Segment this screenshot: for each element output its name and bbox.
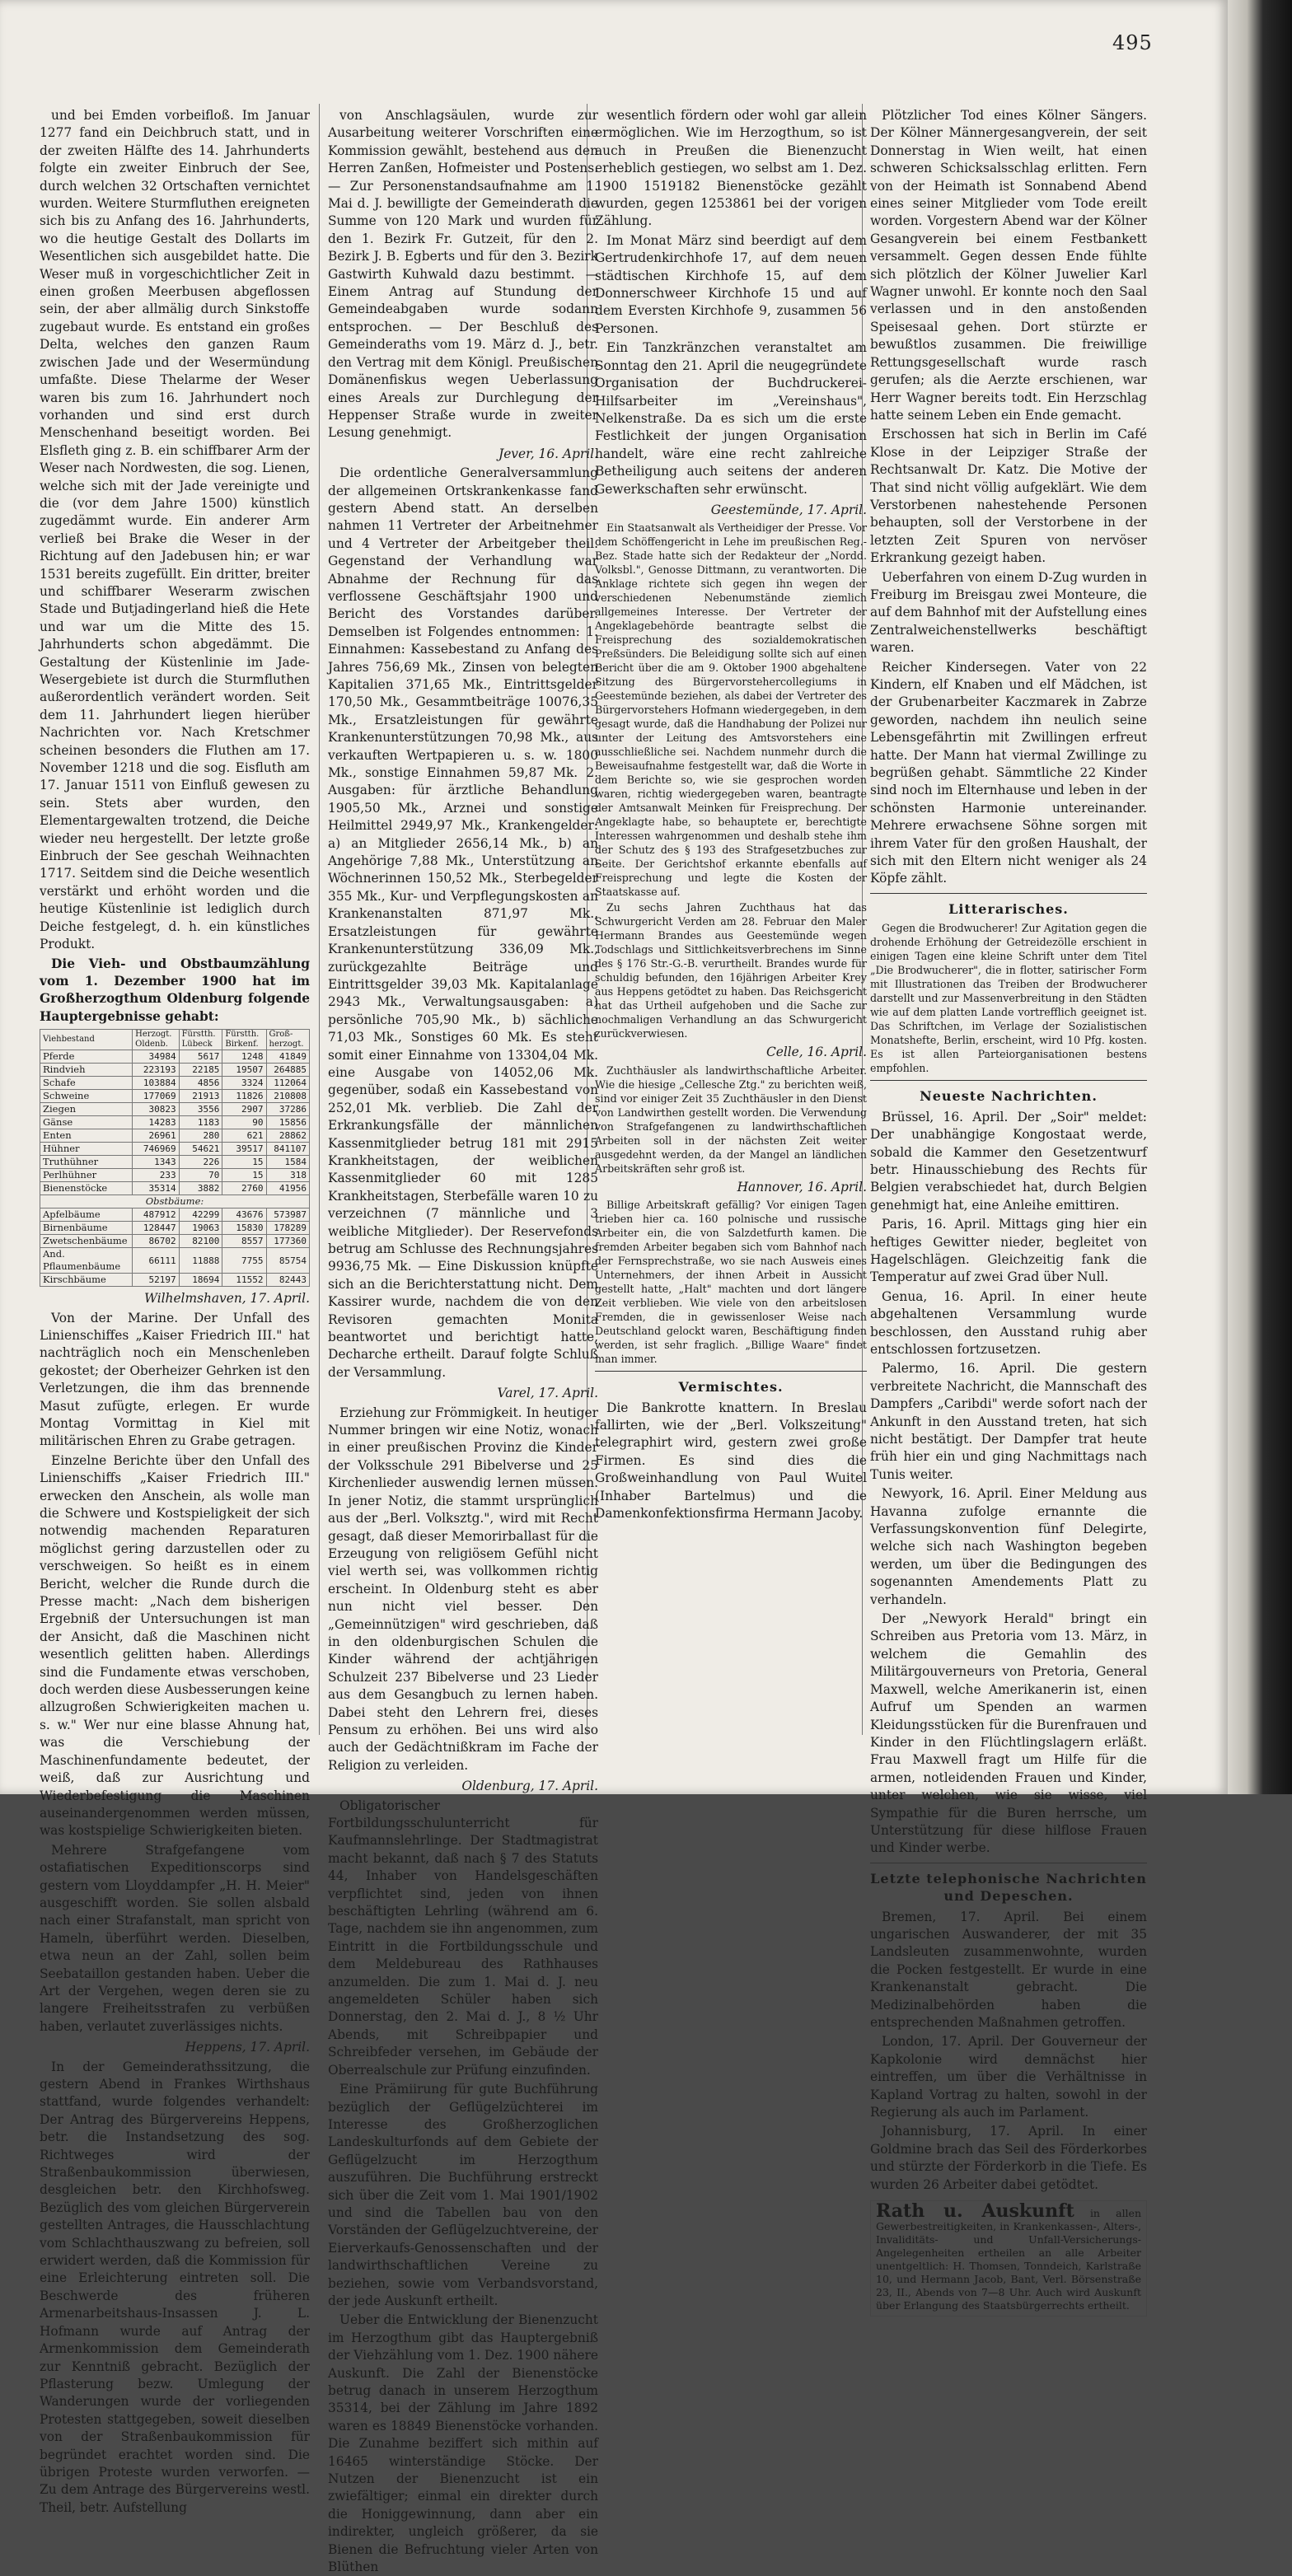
article-text: Ein Staatsanwalt als Vertheidiger der Presse. Vor dem Schöffengericht in Lehe im preußischen Reg.-Bez. Stade hatte sich der Redakteur der „Nordd. Volksbl.", Genosse Dittmann, zu verantworten. Die Anklage richtete sich gegen ihn wegen der verschiedenen Nebenumstände ziemlich allgemeines Interesse. Der Vertreter der Angeklagebehörde beantragte selbst die Freisprechung des sozialdemokratischen Preßsünders. Die Beleidigung sollte sich auf einen Bericht über die am 9. Oktober 1900 abgehaltene Sitzung des Bürgervorstehercollegiums in Geestemünde beziehen, als dabei der Vertreter des Bürgervorstehers Hofmann wiedergegeben, in dem gesagt wurde, daß die Handhabung der Polizei nur unter der Leitung des Amtsvorstehers eine ausschließliche sei. Nachdem nunmehr durch die Beweisaufnahme festgestellt war, daß die Worte in dem Berichte so, wie sie gesprochen worden waren, richtig wiedergegeben waren, beantragte der Amtsanwalt Meinken für Freisprechung. Der Angeklagte habe, so behauptete er, berechtigte Interessen wahrgenommen und deshalb stehe ihm der Schutz des § 193 des Strafgesetzbuches zur Seite. Der Gerichtshof erkannte ebenfalls auf Freisprechung und legte die Kosten der Staatskasse auf. bbox=[595, 521, 867, 899]
table-cell: 15 bbox=[222, 1156, 266, 1169]
table-cell: Apfelbäume bbox=[40, 1209, 133, 1222]
article-text: Zuchthäusler als landwirthschaftliche Arbeiter. Wie die hiesige „Cellesche Ztg." zu berichten weiß, sind vor einiger Zeit 35 Zuchthäusler in den Dienst von Landwirthen gestellt worden. Die Verwendung von Strafgefangenen zu landwirthschaftlichen Arbeiten soll in der nächsten Zeit weiter ausgedehnt werden, da der Mangel an ländlichen Arbeitskräften sehr groß ist. bbox=[595, 1064, 867, 1175]
article-text: Erschossen hat sich in Berlin im Café Klose in der Leipziger Straße der Rechtsanwalt Dr. Katz. Die Motive der That sind nicht völlig aufgeklärt. Wie dem Verstorbenen nahestehende Personen behaupten, soll der Verstorbene in der letzten Zeit Spuren von nervöser Erkrankung gezeigt haben. bbox=[870, 427, 1147, 566]
table-cell: 7755 bbox=[222, 1248, 266, 1274]
article-text: Reicher Kindersegen. Vater von 22 Kindern, elf Knaben und elf Mädchen, ist der Grubenarbeiter Kaczmarek in Zabrze geworden, nachdem ihn neulich seine Lebensgefährtin mit Zwillingen erfreut hatte. Der Mann hat viermal Zwillinge zu begrüßen gehabt. Sämmtliche 22 Kinder sind noch im Elternhause und leben in der schönsten Harmonie untereinander. Mehrere erwachsene Söhne sorgen mit ihrem Vater für den großen Haushalt, der sich mit den Eltern nicht weniger als 24 Köpfe zählt. bbox=[870, 659, 1147, 886]
table-cell: 487912 bbox=[133, 1209, 179, 1222]
column-3 bbox=[595, 107, 867, 1738]
article-text: Billige Arbeitskraft gefällig? Vor einigen Tagen trieben hier ca. 160 polnische und russische Arbeiter ein, die von Salzdetfurth kamen. Die fremden Arbeiter begaben sich vom Bahnhof nach der Fernsprechstraße, wo sie nach Ausweis eines Unternehmers, der ihnen Arbeit in Aussicht gestellt hatte, „Halt" machten und dort längere Zeit verblieben. Wie viele von den arbeitslosen Fremden, die in gewissenloser Weise nach Deutschland gelockt waren, Beschäftigung finden werden, ist sehr fraglich. „Billige Waare" findet man immer. bbox=[595, 1199, 867, 1366]
table-cell: 103884 bbox=[133, 1077, 179, 1090]
table-header-cell: Viehbestand bbox=[40, 1030, 133, 1050]
table-cell: 82443 bbox=[266, 1274, 310, 1287]
table-cell: 37286 bbox=[266, 1103, 310, 1116]
book-binding-edge bbox=[1228, 0, 1292, 1794]
dateline: Wilhelmshaven, 17. April. bbox=[144, 1291, 310, 1307]
article-text: Plötzlicher Tod eines Kölner Sängers. Der Kölner Männergesangverein, der seit Donnerstag in Wien weilt, hat einen schweren Schicksalsschlag erlitten. Fern von der Heimath ist Sonnabend Abend eines seiner Mitglieder vom Tode ereilt worden. Vorgestern Abend war der Kölner Gesangverein bei einem Festbankett versammelt. Gegen dessen Ende fühlte sich plötzlich der Kölner Juwelier Karl Wagner unwohl. Er konnte noch den Saal verlassen und in den anstoßenden Speisesaal gehen. Dort stürzte er bewußtlos zusammen. Die freiwillige Rettungsgesellschaft wurde rasch gerufen; als die Aerzte erschienen, war Herr Wagner bereits todt. Ein Herzschlag hatte seinem Leben ein Ende gemacht. bbox=[870, 108, 1147, 423]
table-row bbox=[40, 1222, 310, 1235]
table-cell: 1343 bbox=[133, 1156, 179, 1169]
article-text: Obligatorischer Fortbildungsschulunterricht für Kaufmannslehrlinge. Der Stadtmagistrat macht bekannt, daß nach § 7 des Statuts 44, Inhaber von Handelsgeschäften verpflichtet sind, jeden von ihnen beschäftigten Lehrling (während am 6. Tage, nachdem sie ihn angenommen, zum Eintritt in die Fortbildungsschule und dem Meldebureau des Rathhauses anzumelden. Die zum 1. Mai d. J. neu angemeldeten Schüler haben sich Donnerstag, den 2. Mai d. J., 8 ½ Uhr Abends, mit Schreibpapier und Schreibfeder versehen, im Gebäude der Oberrealschule zur Prüfung einzufinden. bbox=[328, 1798, 598, 2078]
table-cell: 28862 bbox=[266, 1129, 310, 1143]
table-cell: 52197 bbox=[133, 1274, 179, 1287]
table-cell: 26961 bbox=[133, 1129, 179, 1143]
census-table bbox=[40, 1029, 310, 1287]
table-cell: 112064 bbox=[266, 1077, 310, 1090]
table-cell: 621 bbox=[222, 1129, 266, 1143]
table-header-cell: Groß-herzogt. bbox=[266, 1030, 310, 1050]
table-header-cell: Herzogt. Oldenb. bbox=[133, 1030, 179, 1050]
table-cell: 19063 bbox=[179, 1222, 222, 1235]
table-row bbox=[40, 1090, 310, 1103]
table-cell: 11888 bbox=[179, 1248, 222, 1274]
table-row bbox=[40, 1169, 310, 1182]
table-cell: 43676 bbox=[222, 1209, 266, 1222]
dateline: Geestemünde, 17. April. bbox=[710, 502, 867, 517]
article-text: und bei Emden vorbeifloß. Im Januar 1277 fand ein Deichbruch statt, und in der zweiten Hälfte des 14. Jahrhunderts folgte ein zweiter Einbruch der See, durch welchen 32 Ortschaften vernichtet wurden. Weitere Sturmfluthen ereigneten sich bis zu Anfang des 16. Jahrhunderts, wo die heutige Gestalt des Dollarts im Wesentlichen sich ausgebildet hatte. Die Weser muß in vorgeschichtlicher Zeit in einen großen Meerbusen abgeflossen sein, der aber allmälig durch Sinkstoffe zugebaut wurde. Es entstand ein großes Delta, welches den ganzen Raum zwischen Jade und der Wesermündung umfaßte. Diese Thelarme der Weser waren bis zum 16. Jahrhundert noch vorhanden und sind erst durch Menschenhand beseitigt worden. Bei Elsfleth ging z. B. ein schiffbarer Arm der Weser nach Nordwesten, die sog. Lienen, welche sich mit der Jade vereinigte und die (vor dem Jahre 1500) künstlich zugedämmt wurde. Ein anderer Arm verließ bei Brake die Weser in der Richtung auf den Jadebusen hin; er war 1531 bereits zugefüllt. Ein dritter, breiter und schiffbarer Weserarm zwischen Stade und Butjadingerland hieß die Hete und war um die Mitte des 15. Jahrhunderts schon abgedämmt. Die Gestaltung der Küstenlinie im Jade-Wesergebiete ist durch die Sturmfluthen außerordentlich verändert worden. Seit dem 11. Jahrhundert liegen hierüber Nachrichten vor. Nach Kretschmer scheinen besonders die Fluthen am 17. November 1218 und die sog. Eisfluth am 17. Januar 1511 von Einfluß gewesen zu sein. Stets aber wurden, den Elementargewalten trotzend, die Deiche wieder neu hergestellt. Der letzte große Einbruch der See geschah Weihnachten 1717. Seitdem sind die Deiche wesentlich verstärkt und erhöht worden und die heutige Küstenlinie ist lediglich durch Deiche festgelegt, d. h. ein künstliches Produkt. bbox=[40, 108, 310, 952]
table-cell: Hühner bbox=[40, 1143, 133, 1156]
table-cell: Birnenbäume bbox=[40, 1222, 133, 1235]
article-text: wesentlich fördern oder wohl gar allein ermöglichen. Wie im Herzogthum, so ist auch in Preußen die Bienenzucht erheblich gestiegen, wo selbst am 1. Dez. 1900 1519182 Bienenstöcke gezählt wurden, gegen 1253861 bei der vorigen Zählung. bbox=[595, 108, 867, 229]
table-row bbox=[40, 1143, 310, 1156]
table-row bbox=[40, 1182, 310, 1195]
table-cell: Ziegen bbox=[40, 1103, 133, 1116]
dateline: Varel, 17. April. bbox=[497, 1386, 598, 1401]
dateline: Celle, 16. April. bbox=[765, 1045, 867, 1060]
table-cell: Perlhühner bbox=[40, 1169, 133, 1182]
table-row bbox=[40, 1129, 310, 1143]
table-cell: Rindvieh bbox=[40, 1064, 133, 1077]
table-row bbox=[40, 1064, 310, 1077]
table-cell: 178289 bbox=[266, 1222, 310, 1235]
article-text: Im Monat März sind beerdigt auf dem Gertrudenkirchhofe 17, auf dem neuen städtischen Kirchhofe 15, auf dem Donnerschweer Kirchhofe 15 und auf dem Eversten Kirchhofe 9, zusammen 56 Personen. bbox=[595, 232, 867, 336]
table-cell: Schafe bbox=[40, 1077, 133, 1090]
table-cell: Zwetschenbäume bbox=[40, 1235, 133, 1248]
table-cell: Schweine bbox=[40, 1090, 133, 1103]
table-cell: 177360 bbox=[266, 1235, 310, 1248]
table-cell: 1183 bbox=[179, 1116, 222, 1129]
table-cell: 35314 bbox=[133, 1182, 179, 1195]
article-text: Bremen, 17. April. Bei einem ungarischen Auswanderer, der mit 35 Landsleuten zusammenwohnte, wurden die Pocken festgestellt. Er wurde in eine Krankenanstalt gebracht. Die Medizinalbehörden haben die entsprechenden Maßnahmen getroffen. bbox=[870, 1909, 1147, 2030]
column-4 bbox=[870, 107, 1147, 2312]
table-cell: 177069 bbox=[133, 1090, 179, 1103]
table-cell: 2760 bbox=[222, 1182, 266, 1195]
table-header-cell: Fürstth. Birkenf. bbox=[222, 1030, 266, 1050]
table-cell: 8557 bbox=[222, 1235, 266, 1248]
table-subheading: Obstbäume: bbox=[40, 1195, 310, 1209]
table-cell: 128447 bbox=[133, 1222, 179, 1235]
ad-title: Rath u. Auskunft bbox=[876, 2200, 1074, 2223]
page-number: 495 bbox=[1112, 31, 1153, 54]
advertisement-box bbox=[870, 2200, 1147, 2317]
table-row bbox=[40, 1209, 310, 1222]
table-cell: 746969 bbox=[133, 1143, 179, 1156]
table-row bbox=[40, 1235, 310, 1248]
table-cell: 21913 bbox=[179, 1090, 222, 1103]
table-cell: 233 bbox=[133, 1169, 179, 1182]
table-cell: Gänse bbox=[40, 1116, 133, 1129]
article-text: Die ordentliche Generalversammlung der allgemeinen Ortskrankenkasse fand gestern Abend statt. An derselben nahmen 11 Vertreter der Arbeitnehmer und 4 Vertreter der Arbeitgeber theil. Gegenstand der Verhandlung war Abnahme der Rechnung für das verflossene Geschäftsjahr 1900 und Bericht des Vorstandes darüber. Demselben ist Folgendes entnommen: 1. Einnahmen: Kassebestand zu Anfang des Jahres 756,69 Mk., Zinsen von belegten Kapitalien 371,65 Mk., Eintrittsgelder 170,50 Mk., Gesammtbeiträge 10076,35 Mk., Ersatzleistungen für gewährte Krankenunterstützungen 70,98 Mk., aus verkauften Wertpapieren u. s. w. 1800 Mk., sonstige Einnahmen 59,87 Mk. 2. Ausgaben: für ärztliche Behandlung 1905,50 Mk., Arznei und sonstige Heilmittel 2949,97 Mk., Krankengelder: a) an Mitglieder 2656,14 Mk., b) an Angehörige 7,88 Mk., Unterstützung an Wöchnerinnen 150,52 Mk., Sterbegelder 355 Mk., Kur- und Verpflegungskosten an Krankenanstalten 871,97 Mk., Ersatzleistungen für gewährte Krankenunterstützung 336,09 Mk., zurückgezahlte Beiträge und Eintrittsgelder 39,03 Mk. Kapitalanlage 2943 Mk., Verwaltungsausgaben: a) persönliche 705,90 Mk., b) sächliche 71,03 Mk., Sonstiges 60 Mk. Es steht somit einer Einnahme von 13304,04 Mk. eine Ausgabe von 14052,06 Mk. gegenüber, sodaß ein Kassebestand von 252,01 Mk. verblieb. Die Zahl der Erkrankungsfälle der männlichen Kassenmitglieder betrug 181 mit 2915 Krankheitstagen, der weiblichen Kassenmitglieder 60 mit 1285 Krankheitstagen, Sterbefälle waren 10 zu verzeichnen (7 männliche und 3 weibliche Mitglieder). Der Reservefonds betrug am Schlusse des Rechnungsjahres 9936,75 Mk. — Eine Diskussion knüpfte sich an die Berichterstattung nicht. Dem Kassirer wurde, nachdem die von den Revisoren gemachten Monita beantwortet und berichtigt hatte, Decharche ertheilt. Darauf folgte Schluß der Versammlung. bbox=[328, 465, 598, 1380]
section-heading: Neueste Nachrichten. bbox=[920, 1088, 1098, 1105]
dateline: Hannover, 16. April. bbox=[737, 1179, 867, 1194]
table-cell: 1248 bbox=[222, 1050, 266, 1064]
table-cell: 841107 bbox=[266, 1143, 310, 1156]
table-cell: Truthühner bbox=[40, 1156, 133, 1169]
section-divider bbox=[870, 1080, 1147, 1081]
table-cell: 39517 bbox=[222, 1143, 266, 1156]
table-cell: 41849 bbox=[266, 1050, 310, 1064]
table-row bbox=[40, 1050, 310, 1064]
section-divider bbox=[870, 893, 1147, 894]
table-cell: And. Pflaumenbäume bbox=[40, 1248, 133, 1274]
dateline: Heppens, 17. April. bbox=[185, 2040, 310, 2055]
table-cell: 30823 bbox=[133, 1103, 179, 1116]
column-1 bbox=[40, 107, 310, 2515]
table-cell: Bienenstöcke bbox=[40, 1182, 133, 1195]
article-text: Die Bankrotte knattern. In Breslau fallirten, wie der „Berl. Volkszeitung" telegraphirt wird, gestern zwei große Firmen. Es sind dies die Großweinhandlung von Paul Wuitel (Inhaber Bartelmus) und die Damenkonfektionsfirma Hermann Jacoby. bbox=[595, 1400, 867, 1521]
table-cell: 280 bbox=[179, 1129, 222, 1143]
table-cell: 85754 bbox=[266, 1248, 310, 1274]
table-header-cell: Fürstth. Lübeck bbox=[179, 1030, 222, 1050]
article-text: Brüssel, 16. April. Der „Soir" meldet: Der unabhängige Kongostaat werde, sobald die Kammer den Gesetzentwurf betr. Hinausschiebung des Rechts für Belgien verabschiedet hat, durch Belgien genehmigt hat, eine Anleihe emittiren. bbox=[870, 1109, 1147, 1213]
table-row bbox=[40, 1274, 310, 1287]
table-cell: 3556 bbox=[179, 1103, 222, 1116]
article-text: Einzelne Berichte über den Unfall des Linienschiffs „Kaiser Friedrich III." erwecken den Anschein, als wolle man die Schwere und Kostspieligkeit der sich notwendig machenden Reparaturen möglichst gering darzustellen oder zu verschweigen. So heißt es in einem Bericht, welcher die Runde durch die Presse macht: „Nach dem bisherigen Ergebniß der Untersuchungen ist man der Ansicht, daß die Maschinen nicht wesentlich gelitten haben. Allerdings sind die Fundamente etwas verschoben, doch werden diese Ausbesserungen keine allzugroßen Schwierigkeiten machen u. s. w." Wer nur eine blasse Ahnung hat, was die Verschiebung der Maschinenfundamente bedeutet, der weiß, daß zur Ausrichtung und Wiederbefestigung die Maschinen auseinandergenommen werden müssen, was kostspielige Schwierigkeiten bieten. bbox=[40, 1452, 310, 1839]
article-text: Zu sechs Jahren Zuchthaus hat das Schwurgericht Verden am 28. Februar den Maler Hermann Brandes aus Geestemünde wegen Todschlags und Sittlichkeitsverbrechens im Sinne des § 176 Str.-G.-B. verurtheilt. Brandes wurde für schuldig befunden, den 16jährigen Arbeiter Krey aus Heppens getödtet zu haben. Das Reichsgericht hat das Urtheil aufgehoben und die Sache zur nochmaligen Verhandlung an das Schwurgericht zurückverwiesen. bbox=[595, 901, 867, 1040]
section-heading: Vermischtes. bbox=[678, 1379, 784, 1396]
table-cell: 70 bbox=[179, 1169, 222, 1182]
section-divider bbox=[595, 1371, 867, 1372]
article-text: Von der Marine. Der Unfall des Linienschiffes „Kaiser Friedrich III." hat nachträglich noch ein Menschenleben gekostet; der Oberheizer Gehrken ist den Verletzungen, die ihm das brennende Masut zufügte, erlegen. Er wurde Montag Vormittag in Kiel mit militärischen Ehren zu Grabe getragen. bbox=[40, 1310, 310, 1449]
table-cell: 11826 bbox=[222, 1090, 266, 1103]
article-text: Johannisburg, 17. April. In einer Goldmine brach das Seil des Förderkorbes und stürzte der Förderkorb in die Tiefe. Es wurden 26 Arbeiter dabei getödtet. bbox=[870, 2124, 1147, 2192]
article-text: Erziehung zur Frömmigkeit. In heutiger Nummer bringen wir eine Notiz, wonach in einer preußischen Provinz die Kinder der Volksschule 291 Bibelverse und 25 Kirchenlieder auswendig lernen müssen. In jener Notiz, die stammt ursprünglich aus der „Berl. Volksztg.", wird mit Recht gesagt, daß dieser Memorirballast für die Erzeugung von religiösem Gefühl nicht viel werth sei, was vollkommen richtig erscheint. In Oldenburg steht es aber nun nicht viel besser. Den „Gemeinnützigen" wird geschrieben, daß in den oldenburgischen Schulen die Kinder während der achtjährigen Schulzeit 237 Bibelverse und 23 Lieder aus dem Gesangbuch zu lernen haben. Dabei steht den Lehrern frei, dieses Pensum zu erhöhen. Bei uns wird also auch der Gedächtnißkram im Fache der Religion zu verleiden. bbox=[328, 1405, 598, 1773]
table-cell: 42299 bbox=[179, 1209, 222, 1222]
article-text: Newyork, 16. April. Einer Meldung aus Havanna zufolge ernannte die Verfassungskonvention fünf Delegirte, welche sich nach Washington begeben werden, um über die Bedingungen des sogenannten Amendements Platt zu verhandeln. bbox=[870, 1486, 1147, 1607]
table-cell: 22185 bbox=[179, 1064, 222, 1077]
section-heading: Litterarisches. bbox=[948, 900, 1069, 917]
table-cell: 15856 bbox=[266, 1116, 310, 1129]
table-cell: 226 bbox=[179, 1156, 222, 1169]
table-cell: 573987 bbox=[266, 1209, 310, 1222]
table-cell: 4856 bbox=[179, 1077, 222, 1090]
table-cell: 15830 bbox=[222, 1222, 266, 1235]
article-text: Gegen die Brodwucherer! Zur Agitation gegen die drohende Erhöhung der Getreidezölle erschient in einigen Tagen eine kleine Schrift unter dem Titel „Die Brodwucherer", die in flotter, satirischer Form mit Illustrationen das Treiben der Brodwucherer darstellt und zur Massenverbreitung in den Städten wie auf dem platten Lande vortrefflich geeignet ist. Das Schriftchen, im Verlage der Sozialistischen Monatshefte, Berlin, erscheint, wird 10 Pfg. kosten. Es ist allen Parteiorganisationen bestens empfohlen. bbox=[870, 922, 1147, 1075]
table-row bbox=[40, 1116, 310, 1129]
article-text: Eine Prämiirung für gute Buchführung bezüglich der Geflügelzüchterei im Interesse des Großherzoglichen Landeskulturfonds auf dem Gebiete der Geflügelzucht im Herzogthum auszuführen. Die Buchführung erstreckt sich über die Zeit vom 1. Mai 1901/1902 und sind die Tabellen bau von den Vorständen der Geflügelzuchtvereine, der Eierverkaufs-Genossenschaften und der landwirthschaftlichen Vereine zu beziehen, sowie vom Verbandsvorstand, der jede Auskunft ertheilt. bbox=[328, 2082, 598, 2308]
article-text: Ein Tanzkränzchen veranstaltet am Sonntag den 21. April die neugegründete Organisation der Buchdruckerei-Hilfsarbeiter im „Vereinshaus", Nelkenstraße. Da es sich um die erste Festlichkeit der jungen Organisation handelt, wäre eine recht zahlreiche Betheiligung auch seitens der anderen Gewerkschaften sehr erwünscht. bbox=[595, 340, 867, 497]
table-cell: Kirschbäume bbox=[40, 1274, 133, 1287]
table-cell: Pferde bbox=[40, 1050, 133, 1064]
column-2 bbox=[328, 107, 598, 2575]
table-cell: 1584 bbox=[266, 1156, 310, 1169]
article-text: Ueber die Entwicklung der Bienenzucht im Herzogthum gibt das Hauptergebniß der Viehzählung vom 1. Dez. 1900 nähere Auskunft. Die Zahl der Bienenstöcke betrug danach in unserem Herzogthum 35314, bei der Zählung im Jahre 1892 waren es 18849 Bienenstöcke vorhanden. Die Zunahme beziffert sich mithin auf 16465 winterständige Stöcke. Der Nutzen der Bienenzucht ist ein zwiefältiger; einmal ein direkter durch die Honiggewinnung, dann aber ein indirekter, ungleich größerer, da sie Bienen die Befruchtung vieler Arten von Blüthen bbox=[328, 2312, 598, 2575]
article-text: Mehrere Strafgefangene vom ostafiatischen Expeditionscorps sind gestern vom Lloyddampfer „H. H. Meier" ausgeschifft worden. Sie sollen alsbald nach einer Strafanstalt, man spricht von Hameln, überführt werden. Dieselben, etwa neun an der Zahl, sollen beim Seebataillon gestanden haben. Ueber die Art der Vergehen, wegen deren sie zu langere Freiheitsstrafen zu verbüßen haben, verlautet zuverlässiges nichts. bbox=[40, 1842, 310, 2034]
article-text: Ueberfahren von einem D-Zug wurden in Freiburg im Breisgau zwei Monteure, die auf dem Bahnhof mit der Aufstellung eines Zentralweichenstellwerks beschäftigt waren. bbox=[870, 569, 1147, 656]
table-cell: 210808 bbox=[266, 1090, 310, 1103]
table-row bbox=[40, 1077, 310, 1090]
table-cell: 223193 bbox=[133, 1064, 179, 1077]
ad-text: in allen Gewerbestreitigkeiten, in Krankenkassen-, Alters-, Invaliditäts- und Unfall-Versicherungs-Angelegenheiten ertheilen an alle Arbeiter unentgeltlich: H. Thomsen, Tonndeich, Karlstraße 10, und Hermann Jacob, Bant, Verl. Börsenstraße 23, II., Abends von 7—8 Uhr. Auch wird Auskunft über Erlangung des Staatsbürgerrechts ertheilt. bbox=[876, 2207, 1142, 2312]
table-cell: 41956 bbox=[266, 1182, 310, 1195]
table-subheading-row bbox=[40, 1195, 310, 1209]
table-cell: 86702 bbox=[133, 1235, 179, 1248]
column-divider bbox=[319, 104, 320, 1735]
table-cell: 19507 bbox=[222, 1064, 266, 1077]
table-cell: 3882 bbox=[179, 1182, 222, 1195]
dateline: Jever, 16. April. bbox=[499, 446, 598, 461]
table-cell: 34984 bbox=[133, 1050, 179, 1064]
table-cell: 18694 bbox=[179, 1274, 222, 1287]
article-text: Der „Newyork Herald" bringt ein Schreiben aus Pretoria vom 13. März, in welchem die Gemahlin des Militärgouverneurs von Pretoria, General Maxwell, welche Amerikanerin ist, einen Aufruf um Spenden an warmen Kleidungsstücken für die Burenfrauen und Kinder in den Flüchtlingslagern erläßt. Frau Maxwell fragt um Hilfe für die armen, notleidenden Frauen und Kinder, unter welchen, wie sie wisse, viel Sympathie für die Buren herrsche, um Unterstützung für diese hilflose Frauen und Kinder werbe. bbox=[870, 1611, 1147, 1856]
table-cell: 11552 bbox=[222, 1274, 266, 1287]
article-text: von Anschlagsäulen, wurde zur Ausarbeitung weiterer Vorschriften eine Kommission gewählt, bestehend aus den Herren Zanßen, Hofmeister und Postens. — Zur Personenstandsaufnahme am 1. Mai d. J. bewilligte der Gemeinderath die Summe von 120 Mark und wurden für den 1. Bezirk Fr. Gutzeit, für den 2. Bezirk J. B. Egberts und für den 3. Bezirk Gastwirth Kuhwald dazu bestimmt. — Einem Antrag auf Stundung der Gemeindeabgaben wurde sodann entsprochen. — Der Beschluß des Gemeinderaths vom 19. März d. J., betr. den Vertrag mit dem Königl. Preußischen Domänenfiskus wegen Ueberlassung eines Areals zur Durchlegung der Heppenser Straße wurde in zweiter Lesung genehmigt. bbox=[328, 108, 598, 441]
table-cell: 3324 bbox=[222, 1077, 266, 1090]
article-text: Paris, 16. April. Mittags ging hier ein heftiges Gewitter nieder, begleitet von Hagelschlägen. Gleichzeitig fank die Temperatur auf zwei Grad über Null. bbox=[870, 1217, 1147, 1285]
table-cell: 82100 bbox=[179, 1235, 222, 1248]
table-cell: 90 bbox=[222, 1116, 266, 1129]
table-cell: 54621 bbox=[179, 1143, 222, 1156]
article-text: Genua, 16. April. In einer heute abgehaltenen Versammlung wurde beschlossen, den Ausstand ruhig aber entschlossen fortzusetzen. bbox=[870, 1288, 1147, 1357]
article-text: London, 17. April. Der Gouverneur der Kapkolonie wird demnächst hier eintreffen, um über die Verhältnisse in Kapland Vortrag zu halten, sowohl in der Regierung als auch im Parlament. bbox=[870, 2034, 1147, 2120]
article-text: In der Gemeinderathssitzung, die gestern Abend in Frankes Wirthshaus stattfand, wurde folgendes verhandelt: Der Antrag des Bürgervereins Heppens, betr. die Instandsetzung des sog. Richtweges wird der Straßenbaukommission überwiesen, desgleichen betr. den Kirchhofsweg. Bezüglich des vom gleichen Bürgerverein gestellten Antrages, die Hausschlachtung vom Schlachthauszwang zu befreien, soll erwidert werden, daß die Kommission für eine Erleichterung eintreten soll. Die Beschwerde des früheren Armenarbeitshaus-Insassen J. L. Hofmann wurde auf Antrag der Armenkommission dem Gemeinderath zur Kenntniß gebracht. Bezüglich der Pflasterung bezw. Umlegung der Wanderungen wurde der vorliegenden Protesten stattgegeben, soweit dieselben von der Straßenbaukommission für begründet erachtet worden sind. Die übrigen Proteste wurden verworfen. — Zu dem Antrage des Bürgervereins westl. Theil, betr. Aufstellung bbox=[40, 2059, 310, 2515]
article-text: Palermo, 16. April. Die gestern verbreitete Nachricht, die Mannschaft des Dampfers „Caribdi" werde sofort nach der Ankunft in den Ausstand treten, hat sich nicht bestätigt. Der Dampfer trat heute früh hier ein und ging Nachmittags nach Tunis weiter. bbox=[870, 1361, 1147, 1482]
article-lead: Die Vieh- und Obstbaumzählung vom 1. Dezember 1900 hat im Großherzogthum Oldenburg folgende Hauptergebnisse gehabt: bbox=[40, 956, 310, 1024]
table-row bbox=[40, 1248, 310, 1274]
table-cell: 15 bbox=[222, 1169, 266, 1182]
table-cell: Enten bbox=[40, 1129, 133, 1143]
table-cell: 264885 bbox=[266, 1064, 310, 1077]
table-row bbox=[40, 1103, 310, 1116]
table-cell: 2907 bbox=[222, 1103, 266, 1116]
table-row bbox=[40, 1156, 310, 1169]
section-heading: Letzte telephonische Nachrichten und Depeschen. bbox=[870, 1870, 1147, 1905]
table-cell: 5617 bbox=[179, 1050, 222, 1064]
table-cell: 66111 bbox=[133, 1248, 179, 1274]
table-cell: 318 bbox=[266, 1169, 310, 1182]
dateline: Oldenburg, 17. April. bbox=[461, 1779, 598, 1794]
table-cell: 14283 bbox=[133, 1116, 179, 1129]
